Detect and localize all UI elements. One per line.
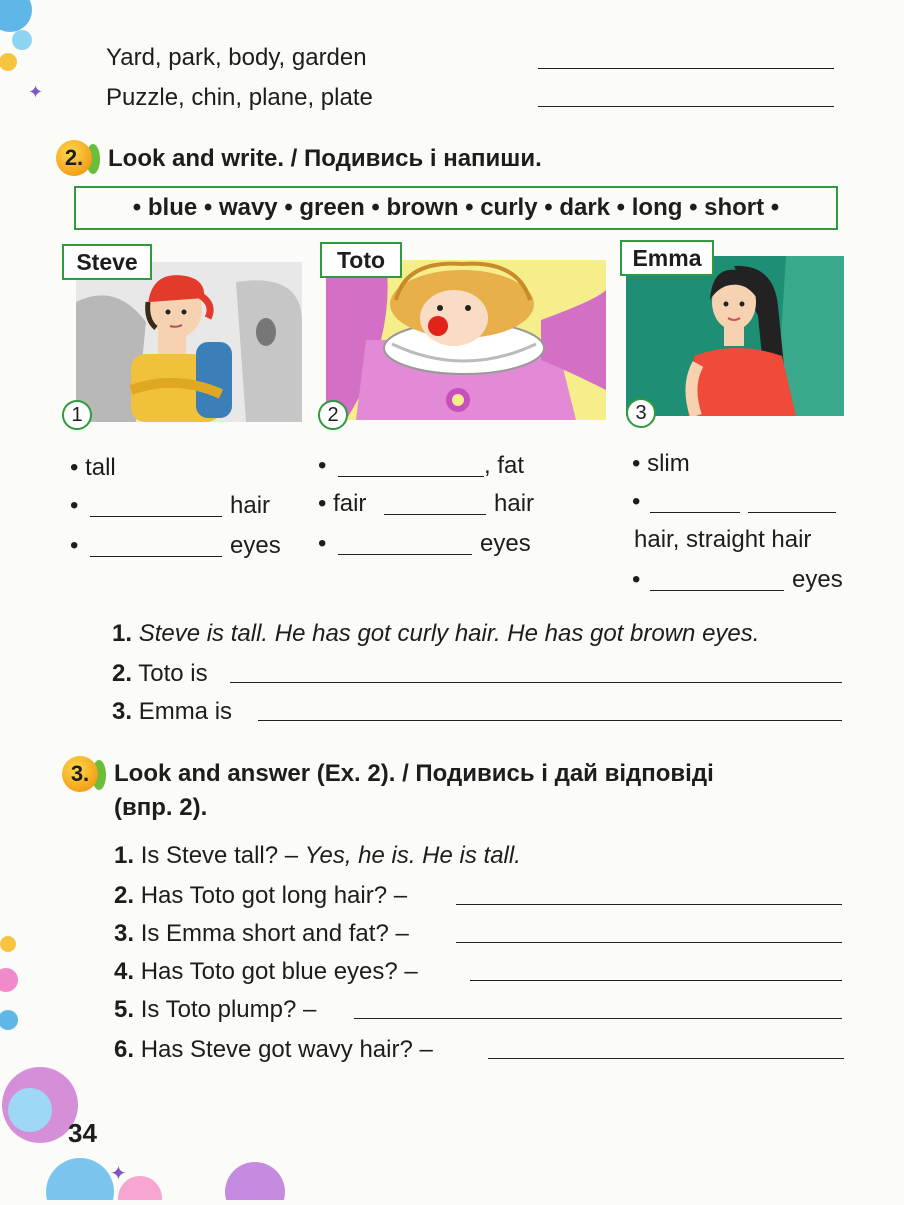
name-label-emma: Emma [620, 240, 714, 276]
bullet: • [318, 452, 327, 479]
answer-line[interactable] [538, 68, 834, 69]
answer-line[interactable] [258, 720, 842, 721]
bullet: • [632, 566, 641, 593]
answer-line[interactable] [650, 590, 784, 591]
answer-line[interactable] [338, 554, 472, 555]
answer-line[interactable] [338, 476, 484, 477]
answer-line[interactable] [90, 556, 222, 557]
svg-text:✦: ✦ [28, 82, 44, 102]
answer-line[interactable] [470, 980, 842, 981]
question-5 [114, 996, 316, 1024]
eyes-label: eyes [480, 530, 531, 557]
question-number: 4. [114, 958, 135, 985]
question-number: 6. [114, 1036, 135, 1063]
word-bank: • blue • wavy • green • brown • curly • dark • long • short • [74, 186, 838, 230]
bullet: • [70, 492, 79, 519]
hair-label: hair [230, 492, 271, 519]
question-text: Has Steve got wavy hair? – [140, 1036, 433, 1063]
page-number: 34 [68, 1118, 97, 1148]
question-6 [114, 1036, 433, 1064]
answer-line[interactable] [538, 106, 834, 107]
answer-line[interactable] [384, 514, 486, 515]
question-3 [114, 920, 409, 948]
question-text: Has Toto got long hair? – [140, 882, 408, 909]
answer-line[interactable] [230, 682, 842, 683]
question-1 [114, 842, 521, 870]
bullet-slim: • slim [632, 450, 690, 477]
answer-line[interactable] [354, 1018, 842, 1019]
word-group-line-1: Yard, park, body, garden [106, 44, 367, 71]
sentence-1 [112, 620, 759, 648]
fat-label: , fat [484, 452, 525, 479]
hair-label: hair [494, 490, 535, 517]
svg-text:✦: ✦ [110, 1163, 127, 1185]
bullet: • [318, 530, 327, 557]
corner-decoration-top [0, 0, 60, 110]
question-text: Is Toto plump? – [140, 996, 317, 1023]
answer-line[interactable] [456, 904, 842, 905]
emma-picture [626, 256, 844, 416]
answer-line[interactable] [90, 516, 222, 517]
sentence-text: Toto is [138, 660, 208, 687]
name-label-toto: Toto [320, 242, 402, 278]
eyes-label: eyes [792, 566, 843, 593]
name-label-steve: Steve [62, 244, 152, 280]
sentence-number: 2. [112, 660, 133, 687]
question-number: 2. [114, 882, 135, 909]
bullet-fair: • fair [318, 490, 367, 517]
sentence-number: 1. [112, 620, 133, 647]
picture-number-3: 3 [626, 398, 656, 428]
bullet-tall: • tall [70, 454, 116, 481]
sentence-number: 3. [112, 698, 133, 725]
picture-number-2: 2 [318, 400, 348, 430]
steve-picture [76, 262, 302, 422]
question-4 [114, 958, 418, 986]
exercise-3-heading-line1: Look and answer (Ex. 2). / Подивись і дай відповіді [114, 760, 714, 787]
hair-straight-hair-label: hair, straight hair [634, 526, 812, 553]
question-text: Is Emma short and fat? – [140, 920, 409, 947]
answer-line[interactable] [748, 512, 836, 513]
answer-line[interactable] [488, 1058, 844, 1059]
question-text: Is Steve tall? – [140, 842, 299, 869]
picture-number-1: 1 [62, 400, 92, 430]
exercise-3-badge: 3. [62, 756, 98, 792]
exercise-2-heading: Look and write. / Подивись і напиши. [108, 145, 542, 172]
sentence-3 [112, 698, 232, 726]
question-number: 5. [114, 996, 135, 1023]
question-2 [114, 882, 407, 910]
sentence-text: Steve is tall. He has got curly hair. He has got brown eyes. [138, 620, 760, 647]
exercise-2-badge: 2. [56, 140, 92, 176]
sentence-text: Emma is [138, 698, 233, 725]
eyes-label: eyes [230, 532, 281, 559]
word-group-line-2: Puzzle, chin, plane, plate [106, 84, 373, 111]
bullet: • [632, 488, 641, 515]
toto-picture [326, 260, 606, 420]
bullet: • [70, 532, 79, 559]
example-answer: Yes, he is. He is tall. [304, 842, 521, 869]
answer-line[interactable] [456, 942, 842, 943]
question-text: Has Toto got blue eyes? – [140, 958, 418, 985]
sentence-2 [112, 660, 208, 688]
question-number: 1. [114, 842, 135, 869]
exercise-3-heading-line2: (впр. 2). [114, 794, 208, 821]
question-number: 3. [114, 920, 135, 947]
answer-line[interactable] [650, 512, 740, 513]
